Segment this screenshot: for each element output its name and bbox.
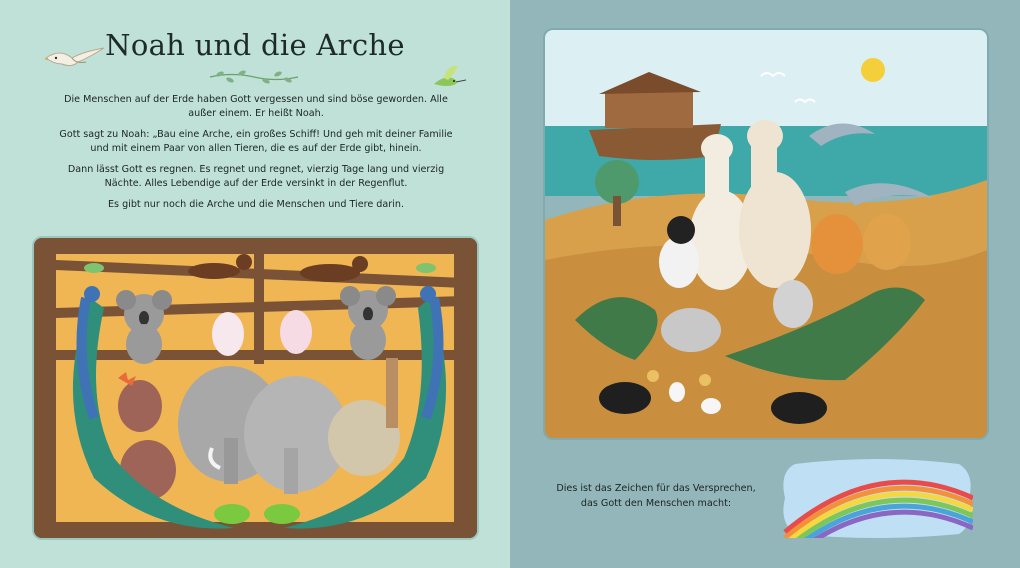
paragraph-2: Gott sagt zu Noah: „Bau eine Arche, ein großes Schiff! Und geh mit deiner Familie und mit einem Paar von allen Tieren, die es auf der Erde gibt, hinein.: [59, 129, 453, 154]
paragraph-1: Die Menschen auf der Erde haben Gott vergessen und sind böse geworden. Alle außer einem. Er heißt Noah.: [64, 94, 448, 119]
vine-ornament-icon: [208, 70, 300, 84]
rainbow-illustration: [781, 458, 973, 538]
caption-line-2: das Gott den Menschen macht:: [580, 498, 732, 509]
caption-line-1: Dies ist das Zeichen für das Versprechen,: [556, 483, 756, 494]
ark-interior-illustration: [34, 238, 477, 538]
paragraph-4: Es gibt nur noch die Arche und die Menschen und Tiere darin.: [107, 199, 405, 210]
hummingbird-icon: [428, 62, 468, 94]
story-text: [58, 93, 454, 219]
page-title: Noah und die Arche: [105, 28, 405, 62]
rainbow-icon: [781, 458, 973, 538]
rainbow-caption: [548, 481, 764, 511]
ark-landing-illustration: [545, 30, 987, 438]
paragraph-3: Dann lässt Gott es regnen. Es regnet und regnet, vierzig Tage lang und vierzig Nächte. Alles Lebendige auf der Erde versinkt in der Regenflut.: [67, 164, 445, 189]
